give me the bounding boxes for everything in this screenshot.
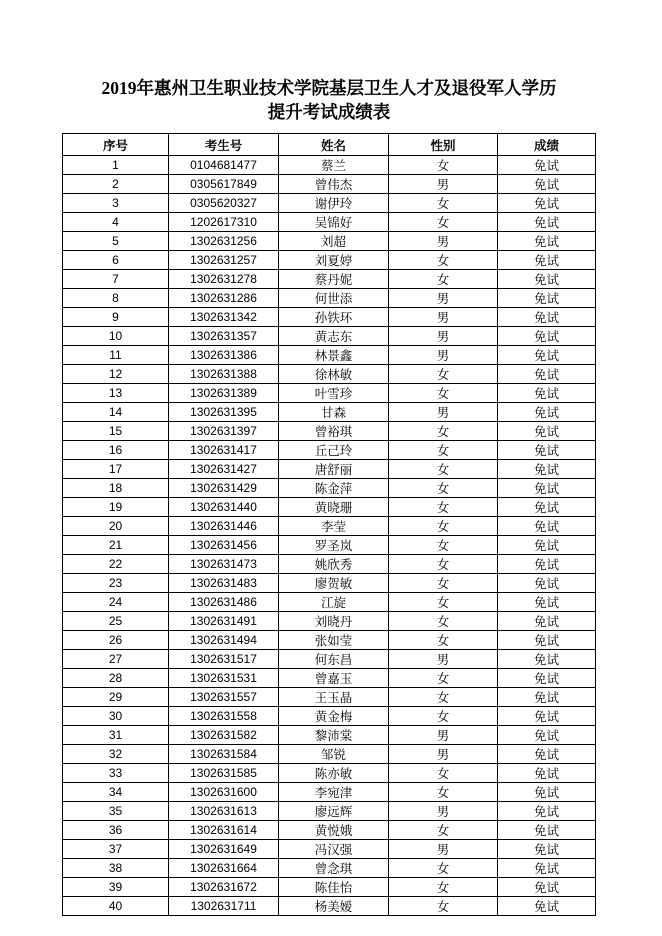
cell-name: 刘晓丹 (279, 612, 389, 631)
cell-name: 李宛津 (279, 783, 389, 802)
cell-sex: 女 (389, 270, 498, 289)
cell-sex: 女 (389, 878, 498, 897)
cell-score: 免试 (498, 498, 596, 517)
cell-sex: 女 (389, 194, 498, 213)
table-row (63, 593, 596, 612)
cell-name: 陈亦敏 (279, 764, 389, 783)
table-row (63, 707, 596, 726)
cell-seq: 32 (63, 745, 169, 764)
cell-seq: 28 (63, 669, 169, 688)
cell-name: 姚欣秀 (279, 555, 389, 574)
table-header (63, 134, 596, 156)
cell-score: 免试 (498, 574, 596, 593)
cell-sex: 女 (389, 688, 498, 707)
table-body (63, 156, 596, 916)
cell-seq: 38 (63, 859, 169, 878)
cell-name: 罗圣岚 (279, 536, 389, 555)
cell-exam: 1302631613 (169, 802, 279, 821)
table-row (63, 460, 596, 479)
cell-seq: 36 (63, 821, 169, 840)
cell-seq: 26 (63, 631, 169, 650)
cell-name: 甘森 (279, 403, 389, 422)
cell-sex: 女 (389, 498, 498, 517)
cell-exam: 1302631395 (169, 403, 279, 422)
cell-name: 杨美嫒 (279, 897, 389, 916)
cell-score: 免试 (498, 555, 596, 574)
column-header-score: 成绩 (498, 134, 596, 156)
cell-exam: 1302631357 (169, 327, 279, 346)
cell-score: 免试 (498, 764, 596, 783)
table-row (63, 897, 596, 916)
cell-seq: 24 (63, 593, 169, 612)
cell-name: 黎沛棠 (279, 726, 389, 745)
cell-seq: 14 (63, 403, 169, 422)
table-row (63, 612, 596, 631)
cell-name: 曾伟杰 (279, 175, 389, 194)
cell-name: 张如莹 (279, 631, 389, 650)
cell-sex: 女 (389, 897, 498, 916)
cell-score: 免试 (498, 213, 596, 232)
cell-exam: 1302631517 (169, 650, 279, 669)
cell-score: 免试 (498, 821, 596, 840)
cell-score: 免试 (498, 232, 596, 251)
cell-score: 免试 (498, 878, 596, 897)
cell-name: 曾裕琪 (279, 422, 389, 441)
cell-score: 免试 (498, 365, 596, 384)
cell-score: 免试 (498, 384, 596, 403)
table-row (63, 650, 596, 669)
cell-score: 免试 (498, 707, 596, 726)
cell-name: 刘夏婷 (279, 251, 389, 270)
cell-seq: 19 (63, 498, 169, 517)
cell-score: 免试 (498, 175, 596, 194)
cell-seq: 25 (63, 612, 169, 631)
table-row (63, 213, 596, 232)
cell-seq: 30 (63, 707, 169, 726)
cell-score: 免试 (498, 745, 596, 764)
table-row (63, 422, 596, 441)
cell-exam: 1302631417 (169, 441, 279, 460)
cell-score: 免试 (498, 441, 596, 460)
table-row (63, 289, 596, 308)
cell-name: 黄志东 (279, 327, 389, 346)
cell-score: 免试 (498, 802, 596, 821)
cell-seq: 4 (63, 213, 169, 232)
table-row (63, 631, 596, 650)
cell-name: 蔡兰 (279, 156, 389, 175)
table-row (63, 479, 596, 498)
table-row (63, 327, 596, 346)
cell-score: 免试 (498, 422, 596, 441)
cell-seq: 5 (63, 232, 169, 251)
cell-seq: 1 (63, 156, 169, 175)
table-row (63, 802, 596, 821)
cell-sex: 女 (389, 764, 498, 783)
cell-exam: 1302631397 (169, 422, 279, 441)
table-row (63, 251, 596, 270)
table-row (63, 555, 596, 574)
cell-seq: 29 (63, 688, 169, 707)
cell-exam: 1302631486 (169, 593, 279, 612)
cell-seq: 34 (63, 783, 169, 802)
cell-name: 廖贺敏 (279, 574, 389, 593)
table-row (63, 403, 596, 422)
cell-seq: 40 (63, 897, 169, 916)
cell-exam: 1302631491 (169, 612, 279, 631)
cell-name: 曾嘉玉 (279, 669, 389, 688)
cell-sex: 女 (389, 365, 498, 384)
cell-sex: 女 (389, 612, 498, 631)
cell-exam: 1302631531 (169, 669, 279, 688)
cell-seq: 13 (63, 384, 169, 403)
cell-exam: 0305617849 (169, 175, 279, 194)
cell-name: 陈金萍 (279, 479, 389, 498)
cell-sex: 男 (389, 232, 498, 251)
cell-seq: 22 (63, 555, 169, 574)
cell-seq: 33 (63, 764, 169, 783)
cell-exam: 1302631286 (169, 289, 279, 308)
cell-seq: 12 (63, 365, 169, 384)
column-header-exam: 考生号 (169, 134, 279, 156)
table-row (63, 574, 596, 593)
page-title (62, 76, 596, 124)
table-row (63, 536, 596, 555)
cell-name: 孙铁环 (279, 308, 389, 327)
cell-exam: 1302631585 (169, 764, 279, 783)
column-header-name: 姓名 (279, 134, 389, 156)
cell-exam: 1302631388 (169, 365, 279, 384)
cell-exam: 1302631557 (169, 688, 279, 707)
cell-seq: 37 (63, 840, 169, 859)
cell-sex: 女 (389, 536, 498, 555)
cell-exam: 1302631614 (169, 821, 279, 840)
cell-name: 何世添 (279, 289, 389, 308)
table-row (63, 232, 596, 251)
cell-sex: 男 (389, 650, 498, 669)
cell-exam: 1302631257 (169, 251, 279, 270)
table-row (63, 498, 596, 517)
cell-name: 唐舒丽 (279, 460, 389, 479)
cell-seq: 3 (63, 194, 169, 213)
table-row (63, 441, 596, 460)
cell-name: 丘己玲 (279, 441, 389, 460)
cell-name: 黄悦娥 (279, 821, 389, 840)
cell-sex: 女 (389, 783, 498, 802)
cell-name: 谢伊玲 (279, 194, 389, 213)
cell-exam: 1302631278 (169, 270, 279, 289)
cell-score: 免试 (498, 612, 596, 631)
page-title-line-2: 提升考试成绩表 (267, 102, 391, 122)
cell-seq: 21 (63, 536, 169, 555)
cell-sex: 女 (389, 479, 498, 498)
cell-sex: 女 (389, 384, 498, 403)
cell-sex: 女 (389, 517, 498, 536)
cell-sex: 男 (389, 726, 498, 745)
table-row (63, 270, 596, 289)
cell-score: 免试 (498, 688, 596, 707)
cell-score: 免试 (498, 194, 596, 213)
cell-sex: 女 (389, 707, 498, 726)
cell-score: 免试 (498, 593, 596, 612)
cell-seq: 31 (63, 726, 169, 745)
cell-score: 免试 (498, 783, 596, 802)
cell-score: 免试 (498, 251, 596, 270)
cell-sex: 女 (389, 441, 498, 460)
cell-sex: 男 (389, 175, 498, 194)
cell-name: 李莹 (279, 517, 389, 536)
cell-sex: 女 (389, 859, 498, 878)
cell-sex: 女 (389, 460, 498, 479)
column-header-sex: 性别 (389, 134, 498, 156)
cell-name: 王玉晶 (279, 688, 389, 707)
table-row (63, 821, 596, 840)
cell-sex: 男 (389, 346, 498, 365)
page-title-line-1: 2019年惠州卫生职业技术学院基层卫生人才及退役军人学历 (101, 78, 557, 98)
table-row (63, 859, 596, 878)
cell-seq: 27 (63, 650, 169, 669)
cell-score: 免试 (498, 650, 596, 669)
cell-name: 邹锐 (279, 745, 389, 764)
table-row (63, 308, 596, 327)
cell-score: 免试 (498, 859, 596, 878)
cell-seq: 10 (63, 327, 169, 346)
cell-name: 林景鑫 (279, 346, 389, 365)
cell-score: 免试 (498, 460, 596, 479)
cell-score: 免试 (498, 897, 596, 916)
cell-sex: 女 (389, 156, 498, 175)
cell-exam: 1302631427 (169, 460, 279, 479)
table-header-row (63, 134, 596, 156)
cell-seq: 23 (63, 574, 169, 593)
cell-exam: 1302631342 (169, 308, 279, 327)
cell-exam: 1302631456 (169, 536, 279, 555)
cell-name: 黄金梅 (279, 707, 389, 726)
cell-score: 免试 (498, 669, 596, 688)
table-row (63, 878, 596, 897)
cell-sex: 男 (389, 840, 498, 859)
cell-name: 何东昌 (279, 650, 389, 669)
cell-exam: 1302631389 (169, 384, 279, 403)
cell-score: 免试 (498, 270, 596, 289)
cell-score: 免试 (498, 308, 596, 327)
cell-exam: 1302631473 (169, 555, 279, 574)
cell-sex: 女 (389, 574, 498, 593)
cell-exam: 1302631582 (169, 726, 279, 745)
cell-sex: 男 (389, 745, 498, 764)
cell-seq: 35 (63, 802, 169, 821)
cell-exam: 1302631649 (169, 840, 279, 859)
cell-score: 免试 (498, 346, 596, 365)
cell-sex: 男 (389, 802, 498, 821)
cell-exam: 1302631446 (169, 517, 279, 536)
cell-exam: 1302631429 (169, 479, 279, 498)
cell-exam: 1302631386 (169, 346, 279, 365)
table-row (63, 840, 596, 859)
cell-exam: 1202617310 (169, 213, 279, 232)
cell-exam: 1302631672 (169, 878, 279, 897)
table-row (63, 669, 596, 688)
cell-sex: 女 (389, 213, 498, 232)
cell-score: 免试 (498, 517, 596, 536)
cell-sex: 男 (389, 308, 498, 327)
cell-exam: 0104681477 (169, 156, 279, 175)
table-row (63, 764, 596, 783)
cell-seq: 17 (63, 460, 169, 479)
cell-sex: 男 (389, 403, 498, 422)
cell-name: 冯汉强 (279, 840, 389, 859)
cell-exam: 1302631584 (169, 745, 279, 764)
cell-name: 陈佳怡 (279, 878, 389, 897)
cell-score: 免试 (498, 289, 596, 308)
cell-exam: 1302631711 (169, 897, 279, 916)
cell-seq: 2 (63, 175, 169, 194)
cell-sex: 男 (389, 289, 498, 308)
table-row (63, 384, 596, 403)
table-row (63, 365, 596, 384)
cell-name: 徐林敏 (279, 365, 389, 384)
cell-exam: 1302631664 (169, 859, 279, 878)
cell-name: 曾念琪 (279, 859, 389, 878)
cell-sex: 女 (389, 669, 498, 688)
exam-results-table (62, 133, 596, 916)
cell-score: 免试 (498, 156, 596, 175)
cell-sex: 女 (389, 422, 498, 441)
cell-exam: 1302631600 (169, 783, 279, 802)
cell-name: 吴锦好 (279, 213, 389, 232)
cell-exam: 1302631483 (169, 574, 279, 593)
cell-exam: 1302631494 (169, 631, 279, 650)
table-row (63, 517, 596, 536)
table-row (63, 194, 596, 213)
table-row (63, 175, 596, 194)
cell-sex: 女 (389, 631, 498, 650)
cell-sex: 女 (389, 821, 498, 840)
cell-exam: 1302631440 (169, 498, 279, 517)
cell-name: 叶雪珍 (279, 384, 389, 403)
cell-seq: 39 (63, 878, 169, 897)
table-row (63, 346, 596, 365)
cell-seq: 9 (63, 308, 169, 327)
cell-name: 江旋 (279, 593, 389, 612)
cell-seq: 18 (63, 479, 169, 498)
table-row (63, 745, 596, 764)
cell-score: 免试 (498, 536, 596, 555)
cell-score: 免试 (498, 840, 596, 859)
table-row (63, 688, 596, 707)
cell-score: 免试 (498, 403, 596, 422)
table-row (63, 726, 596, 745)
cell-name: 廖远辉 (279, 802, 389, 821)
cell-sex: 女 (389, 251, 498, 270)
cell-exam: 1302631256 (169, 232, 279, 251)
cell-seq: 11 (63, 346, 169, 365)
cell-seq: 6 (63, 251, 169, 270)
cell-exam: 0305620327 (169, 194, 279, 213)
cell-score: 免试 (498, 479, 596, 498)
cell-sex: 男 (389, 327, 498, 346)
cell-sex: 女 (389, 593, 498, 612)
cell-score: 免试 (498, 631, 596, 650)
cell-seq: 20 (63, 517, 169, 536)
cell-seq: 8 (63, 289, 169, 308)
table-row (63, 156, 596, 175)
cell-score: 免试 (498, 726, 596, 745)
cell-score: 免试 (498, 327, 596, 346)
table-row (63, 783, 596, 802)
cell-name: 蔡丹妮 (279, 270, 389, 289)
cell-seq: 15 (63, 422, 169, 441)
cell-sex: 女 (389, 555, 498, 574)
cell-seq: 7 (63, 270, 169, 289)
cell-name: 黄晓珊 (279, 498, 389, 517)
column-header-seq: 序号 (63, 134, 169, 156)
cell-name: 刘超 (279, 232, 389, 251)
cell-exam: 1302631558 (169, 707, 279, 726)
cell-seq: 16 (63, 441, 169, 460)
